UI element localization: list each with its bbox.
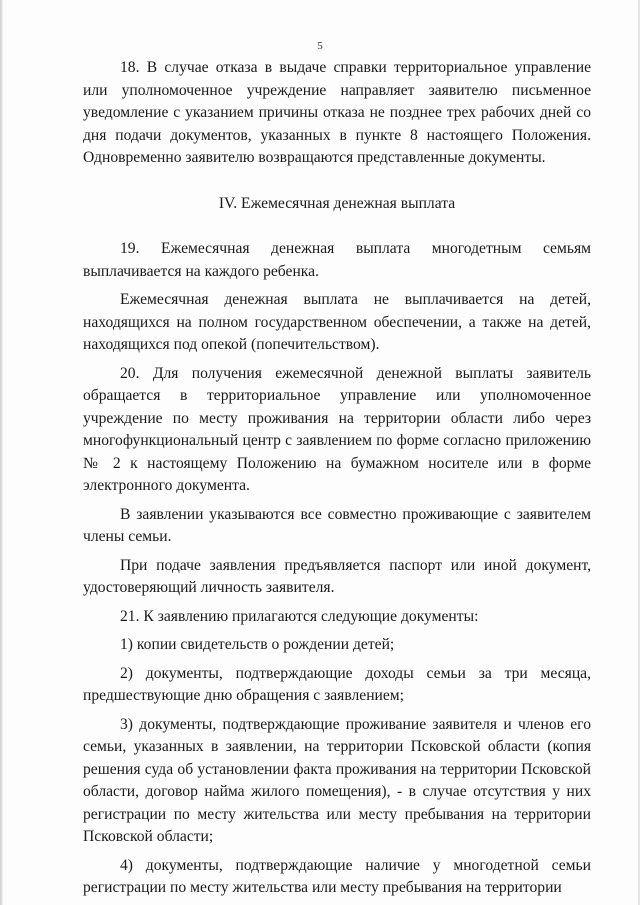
paragraph-19-note: Ежемесячная денежная выплата не выплачивается на детей, находящихся на полном государственном обеспечении, а также на детей, находящихся под опекой (попечительством).	[83, 291, 591, 353]
paragraph-19: 19. Ежемесячная денежная выплата многодетным семьям выплачивается на каждого ребенка.	[83, 240, 591, 280]
paragraph-18: 18. В случае отказа в выдаче справки территориальное управление или уполномоченное учреждение направляет заявителю письменное уведомление с указанием причины отказа не позднее трех рабочих дней со дня подачи документов, указанных в пункте 8 настоящего Положения. Одновременно заявителю возвращаются представленные документы.	[83, 59, 591, 166]
scan-left-edge	[0, 0, 3, 905]
document-body	[83, 57, 591, 900]
paragraph-20-passport: При подаче заявления предъявляется паспорт или иной документ, удостоверяющий личность заявителя.	[83, 556, 591, 596]
page-number: 5	[317, 40, 323, 52]
list-item-4: 4) документы, подтверждающие наличие у многодетной семьи регистрации по месту жительства или месту пребывания на территории	[83, 856, 591, 896]
paragraph-20: 20. Для получения ежемесячной денежной выплаты заявитель обращается в территориальное управление или уполномоченное учреждение по месту проживания на территории области либо через многофункциональный центр с заявлением по форме согласно приложению № 2 к настоящему Положению на бумажном носителе или в форме электронного документа.	[83, 364, 591, 494]
paragraph-20-members: В заявлении указываются все совместно проживающие с заявителем члены семьи.	[83, 505, 591, 545]
list-item-1: 1) копии свидетельств о рождении детей;	[120, 636, 395, 653]
list-item-3: 3) документы, подтверждающие проживание заявителя и членов его семьи, указанных в заявлении, на территории Псковской области (копия решения суда об установлении факта проживания на территории Псковской области, договор найма жилого помещения), - в случае отсутствия у них регистрации по месту жительства или месту пребывания на территории Псковской области;	[83, 715, 591, 845]
paragraph-21: 21. К заявлению прилагаются следующие документы:	[120, 607, 479, 625]
list-item-2: 2) документы, подтверждающие доходы семьи за три месяца, предшествующие дню обращения с заявлением;	[83, 664, 591, 704]
section-heading: IV. Ежемесячная денежная выплата	[218, 194, 456, 212]
